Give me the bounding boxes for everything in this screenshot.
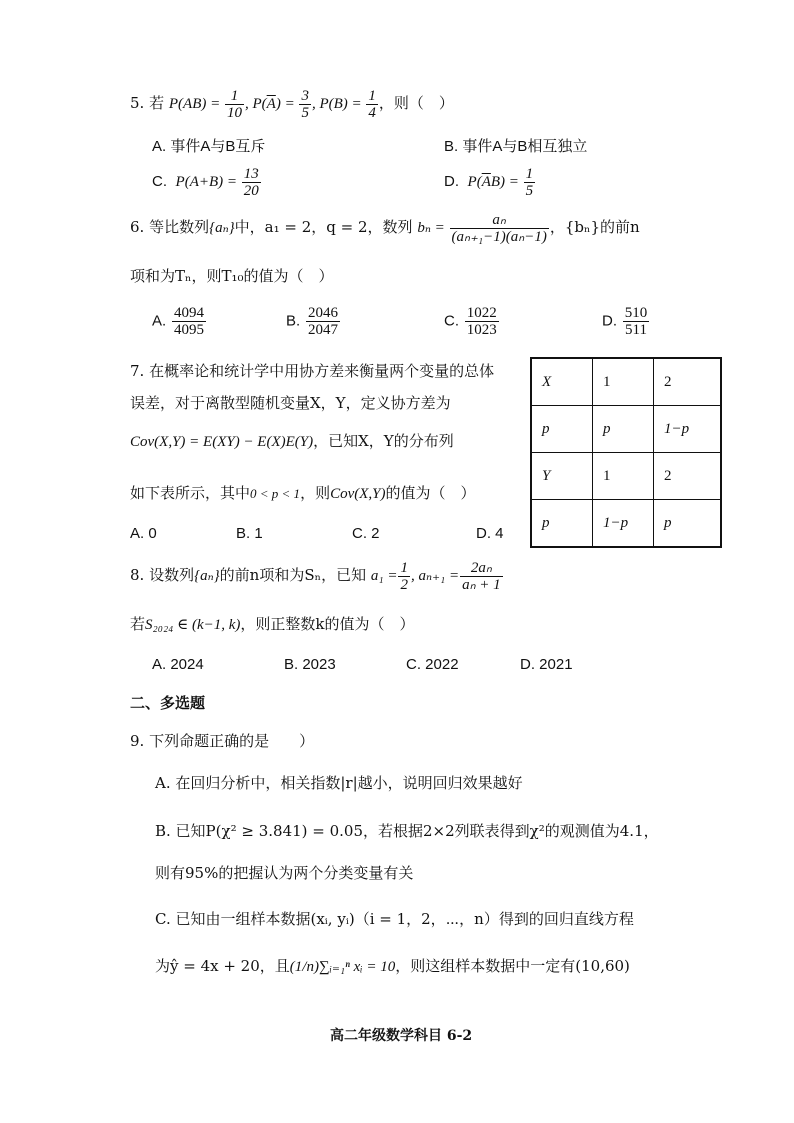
q6-prefix: 6. 等比数列 [130,217,210,236]
q5-number: 5. 若 [130,93,165,112]
q6-option-c-label: C. [444,312,459,330]
q5-formula: P(AB) = $\frac{1}{10}$ , $P(\overline{A})$ = $\frac{3}{5}$ , P(B) = $\frac{1}{4}$ [168,88,376,121]
q8-rec: , aₙ₊₁ = [410,567,460,584]
q8-prefix2: 若 [130,615,146,633]
q6-b-num: 2046 [307,305,338,321]
q7-line2: 误差，对于离散型随机变量X，Y，定义协方差为 [130,394,451,412]
q9-c2-formula: (1/n)∑ᵢ₌₁ⁿ xᵢ = 10 [289,959,396,975]
table-cell: 2 [654,358,722,406]
q8-sum-range: S₂₀₂₄ ∈ (k−1, k) [145,617,241,633]
q9-c2-prefix: 为ŷ = 4x + 20，且 [155,957,290,975]
q8-suffix: ，则正整数k的值为（ ） [240,615,415,633]
q9-option-c-line1[interactable]: C. 已知由一组样本数据(xᵢ, yᵢ)（i = 1，2，⋯，n）得到的回归直线方程 [155,910,634,928]
table-cell: p [531,406,593,453]
table-cell: 1−p [593,500,654,548]
q5-option-c[interactable]: C. P(A+B) = $\frac{13}{20}$ [152,166,259,199]
q6-a-den: 4095 [173,322,204,338]
q6-formula: bₙ = $\frac{\text{aₙ}}{\text{(aₙ₊₁−1)(aₙ−1)}}$ [417,212,547,245]
q5-stem [130,88,454,121]
q7-option-b[interactable]: B. 1 [236,525,263,542]
q7-cov: Cov(X,Y) [330,486,386,502]
q5-option-b[interactable]: B. 事件A与B相互独立 [444,138,588,155]
q6-option-a-label: A. [152,312,167,330]
q7-range: 0 < p < 1 [250,486,301,501]
section-heading: 二、多选题 [130,694,206,712]
q8-option-d[interactable]: D. 2021 [520,656,573,673]
q9-c2-suffix: ，则这组样本数据中一定有(10,60) [395,957,630,975]
q6-d-num: 510 [624,305,648,321]
q8-option-c[interactable]: C. 2022 [406,656,459,673]
q9-stem: 9. 下列命题正确的是 ） [130,732,315,750]
q8-seq: {aₙ} [194,567,220,584]
table-row [531,500,721,548]
q9-option-b-line2: 则有95%的把握认为两个分类变量有关 [155,864,414,882]
q7-option-c[interactable]: C. 2 [352,525,380,542]
table-cell: 2 [654,453,722,500]
q6-c-den: 1023 [466,322,497,338]
q7-line4-suffix: 的值为（ ） [385,484,476,502]
q7-cov-definition: Cov(X,Y) = E(XY) − E(X)E(Y) [130,434,314,450]
q7-line3-suffix: ，已知X，Y的分布列 [313,432,454,450]
q7-option-a[interactable]: A. 0 [130,525,157,542]
q6-a-num: 4094 [173,305,204,321]
table-cell: p [593,406,654,453]
q8-a1-den: 2 [400,577,408,593]
q6-option-d-label: D. [602,312,617,330]
q8-formula [370,560,504,593]
q8-stem-line2 [130,613,415,634]
q5-suffix: ，则（ ） [378,93,454,112]
q6-d-den: 511 [625,322,647,338]
q7-distribution-table [530,357,722,548]
table-cell: p [531,500,593,548]
q7-line4-mid: ，则 [300,484,331,502]
q7-line4 [130,482,476,503]
q6-option-c[interactable] [444,305,500,338]
q5-option-c-label: C. [152,172,167,190]
q6-c-num: 1022 [466,305,497,321]
q8-option-a[interactable]: A. 2024 [152,656,204,673]
q5-option-a[interactable]: A. 事件A与B互斥 [152,138,266,155]
q6-mid: 中，a₁ = 2，q = 2，数列 [234,217,413,236]
q7-option-d[interactable]: D. 4 [476,525,504,542]
q9-option-c-line2 [155,955,630,976]
table-cell: X [531,358,593,406]
q8-a1-num: 1 [400,560,408,576]
table-row [531,406,721,453]
q8-stem-line1 [130,560,504,593]
table-cell: 1 [593,358,654,406]
table-row [531,453,721,500]
q8-option-b[interactable]: B. 2023 [284,656,336,673]
q6-stem-line2: 项和为Tₙ，则T₁₀的值为（ ） [130,267,334,285]
q8-prefix: 8. 设数列 [130,565,195,584]
table-cell: 1−p [654,406,722,453]
q9-option-a[interactable]: A. 在回归分析中，相关指数|r|越小，说明回归效果越好 [155,774,523,792]
table-cell: Y [531,453,593,500]
q6-option-b-label: B. [286,312,301,330]
q6-option-d[interactable] [602,305,650,338]
table-cell: p [654,500,722,548]
q6-seq: {aₙ} [209,219,235,236]
q9-option-b-line1[interactable]: B. 已知P(χ² ≥ 3.841) = 0.05，若根据2×2列联表得到χ²的观测值为4.1， [155,822,659,840]
q8-rec-den: aₙ + 1 [462,577,501,593]
q6-suffix: ，{bₙ}的前n [549,217,640,236]
q5-option-d-label: D. [444,172,459,190]
q7-line3 [130,430,454,451]
q6-stem-line1 [130,212,640,245]
q6-option-a[interactable] [152,305,207,338]
q8-rec-num: 2aₙ [460,560,503,577]
table-row [531,358,721,406]
q7-line1: 7. 在概率论和统计学中用协方差来衡量两个变量的总体 [130,362,495,380]
q5-option-d[interactable]: D. $P(\overline{A}B)$ = $\frac{1}{5}$ [444,166,534,199]
q7-line4-prefix: 如下表所示，其中 [130,484,251,502]
table-cell: 1 [593,453,654,500]
q8-a1: a₁ = [370,567,398,584]
q6-b-den: 2047 [307,322,338,338]
q8-mid: 的前n项和为Sₙ，已知 [219,565,367,584]
page-footer: 高二年级数学科目 6-2 [330,1028,473,1044]
q6-option-b[interactable] [286,305,341,338]
